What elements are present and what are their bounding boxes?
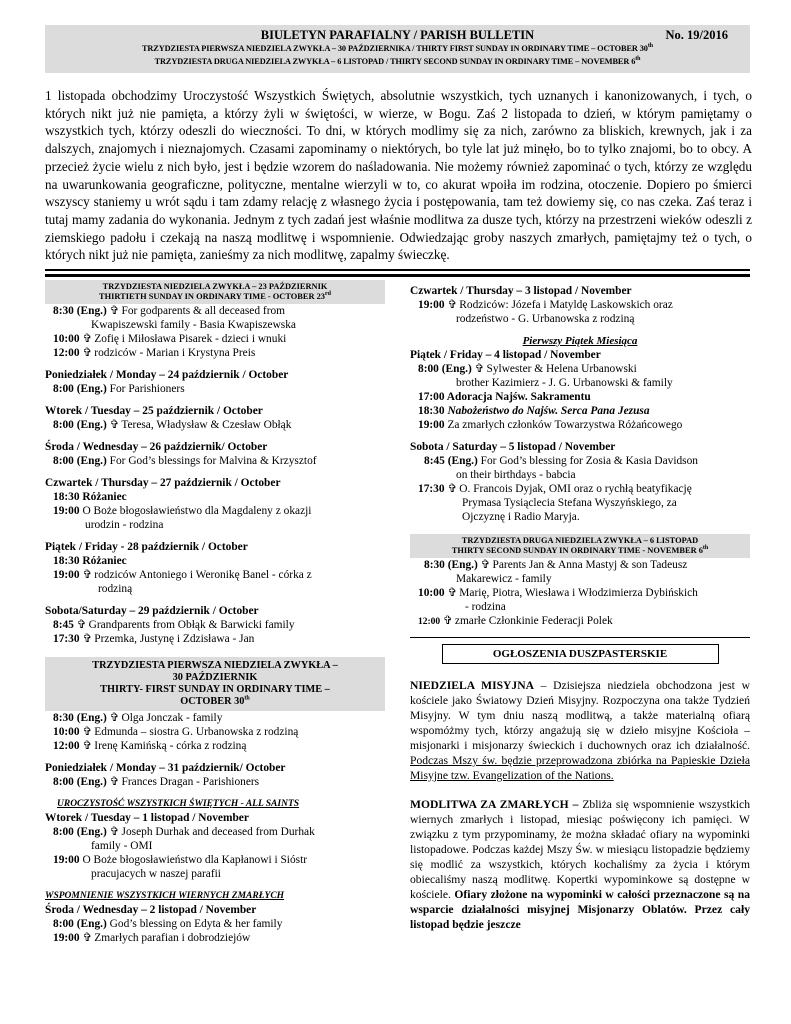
cross-icon: ✞ [82, 569, 92, 581]
mass-entry: 18:30 Różaniec [53, 491, 127, 503]
mass-entry: 18:30 Nabożeństwo do Najśw. Serca Pana Jezusa [418, 405, 650, 417]
mass-entry: 10:00 ✞ Zofię i Miłosława Pisarek - dzieci i wnuki [53, 333, 287, 345]
bulletin-header [45, 25, 750, 73]
mass-entry: 12:00 ✞ rodziców - Marian i Krystyna Preis [53, 347, 256, 359]
cross-icon: ✞ [447, 587, 457, 599]
mass-entry: 8:00 (Eng.) For Parishioners [53, 383, 185, 395]
day-heading: Piątek / Friday – 4 listopad / November [410, 349, 601, 361]
sunday-box-oct23: TRZYDZIESTA NIEDZIELA ZWYKŁA – 23 PAŹDZIERNIK THIRTIETH SUNDAY IN ORDINARY TIME - OCTOBER 23rd [45, 280, 385, 304]
mass-entry-cont: Makarewicz - family [456, 573, 552, 585]
mass-entry: 10:00 ✞ Edmunda – siostra G. Urbanowska z rodziną [53, 726, 299, 738]
day-heading: Sobota / Saturday – 5 listopad / November [410, 441, 616, 453]
mass-entry-cont: Ojczyznę i Radio Maryja. [462, 511, 580, 523]
mass-entry-cont: rodzeństwo - G. Urbanowska z rodziną [456, 313, 635, 325]
mass-entry: 10:00 ✞ Marię, Piotra, Wiesława i Włodzimierza Dybińskich [418, 587, 698, 599]
day-heading: Środa / Wednesday – 26 październik/ October [45, 441, 268, 453]
header-subtitle-1: TRZYDZIESTA PIERWSZA NIEDZIELA ZWYKŁA – 30 PAŹDZIERNIKA / THIRTY FIRST SUNDAY IN ORDINARY TIME – OCTOBER 30th [141, 43, 653, 53]
announcement-mission-sunday: NIEDZIELA MISYJNA – Dzisiejsza niedziela obchodzona jest w kościele jako Światowy Dzień Misyjny. Rozpoczyna ona także Tydzień Misyjny. W tym dniu naszą modlitwą, a także materialną ofiarą wspomóżmy tych, którzy angażują się w dzieło misyjne Kościoła – misjonarki i misjonarzy świeckich i duchownych oraz ich działalność. Podczas Mszy św. będzie przeprowadzona zbiórka na Papieskie Dzieła Misyjne tzw. Evangelization of the Nations. [410, 679, 750, 782]
mass-entry: 17:00 Adoracja Najśw. Sakramentu [418, 391, 591, 403]
mass-entry-cont: family - OMI [91, 840, 153, 852]
day-heading: Środa / Wednesday – 2 listopad / November [45, 904, 257, 916]
mass-entry-cont: - rodzina [465, 601, 506, 613]
mass-entry: 8:00 (Eng.) ✞ Frances Dragan - Parishioners [53, 776, 260, 788]
day-heading: Wtorek / Tuesday – 25 październik / October [45, 405, 263, 417]
mass-entry: 17:30 ✞ Przemka, Justynę i Zdzisława - Jan [53, 633, 255, 645]
day-heading: Czwartek / Thursday – 27 październik / October [45, 477, 281, 489]
cross-icon: ✞ [447, 299, 457, 311]
cross-icon: ✞ [443, 615, 453, 627]
header-subtitle-2: TRZYDZIESTA DRUGA NIEDZIELA ZWYKŁA – 6 LISTOPAD / THIRTY SECOND SUNDAY IN ORDINARY TIME – NOVEMBER 6th [154, 56, 641, 66]
day-heading: Poniedziałek / Monday – 31 październik/ October [45, 762, 286, 774]
mass-entry: 8:45 ✞ Grandparents from Obłąk & Barwicki family [53, 619, 295, 631]
mass-entry: 8:45 (Eng.) For God’s blessing for Zosia & Kasia Davidson [424, 455, 699, 467]
cross-icon: ✞ [480, 559, 491, 571]
bulletin-number: No. 19/2016 [665, 28, 728, 42]
intro-paragraph: 1 listopada obchodzimy Uroczystość Wszystkich Świętych, absolutnie wszystkich, tych uznanych i kanonizowanych, i tych, o których nikt już nie pamięta, a którzy żyli w świętości, w wierze, w Bogu. Zaś 2 listopada to dzień, w którym pamiętamy o wszystkich tych, którzy odeszli do wieczności. To dni, w których modlimy się za nich, zarówno za bliskich, krewnych, jak i za dalszych, znajomych i nieznajomych. Czasami zapominamy o niektórych, bo tyle lat już minęło, bo to tylko znajomi, bo to obcy. A przecież życie wielu z nich było, jest i będzie wzorem do naśladowania. Nie możemy również zapominać o tych, którzy ze względu na uwarunkowania geograficzne, polityczne, mentalne wierzyli w to, co akurat wpoiła im rodzina, otoczenie. Dopiero po śmierci wszyscy staniemy u wrót sądu i tam zdamy relację z własnego życia i postępowania, tam też dowiemy się, co nas czeka. Zaś teraz i tutaj mamy zadania do wykonania. Jednym z tych zadań jest właśnie modlitwa za dusze tych, którzy na przestrzeni wieków odeszli z ziemskiego padołu i czekają na naszą modlitwę i wspomnienie. Odwiedzając groby naszych zmarłych, pamiętajmy też o tych, o których nikt już nie pamięta, zanieśmy za nich modlitwę, zapalmy świeczkę. [45, 88, 752, 263]
feast-heading-all-souls: WSPOMNIENIE WSZYSTKICH WIERNYCH ZMARŁYCH [45, 891, 285, 901]
cross-icon: ✞ [82, 726, 92, 738]
mass-entry-cont: brother Kazimierz - J. G. Urbanowski & family [456, 377, 673, 389]
mass-entry: 18:30 Różaniec [53, 555, 127, 567]
sunday-box-oct30: TRZYDZIESTA PIERWSZA NIEDZIELA ZWYKŁA – 30 PAŹDZIERNIK THIRTY- FIRST SUNDAY IN ORDINARY TIME – OCTOBER 30th [45, 657, 385, 711]
cross-icon: ✞ [447, 483, 457, 495]
mass-entry: 8:00 (Eng.) God’s blessing on Edyta & her family [53, 918, 283, 930]
first-friday-heading: Pierwszy Piątek Miesiąca [522, 335, 638, 347]
mass-entry: 8:00 (Eng.) ✞ Joseph Durhak and deceased from Durhak [53, 826, 315, 838]
mass-entry: 19:00 O Boże błogosławieństwo dla Kapłanowi i Sióstr [53, 854, 308, 866]
cross-icon: ✞ [82, 740, 92, 752]
mass-entry: 17:30 ✞ O. Francois Dyjak, OMI oraz o rychłą beatyfikację [418, 483, 692, 495]
cross-icon: ✞ [109, 826, 120, 838]
cross-icon: ✞ [82, 333, 92, 345]
right-column [410, 284, 750, 932]
cross-icon: ✞ [82, 347, 92, 359]
mass-entry: 19:00 O Boże błogosławieństwo dla Magdaleny z okazji [53, 505, 312, 517]
cross-icon: ✞ [109, 419, 120, 431]
mass-entry: 19:00 ✞ Zmarłych parafian i dobrodziejów [53, 932, 251, 944]
divider [45, 269, 750, 271]
mass-entry: 8:30 (Eng.) ✞ Olga Jonczak - family [53, 712, 223, 724]
mass-entry: 8:30 (Eng.) ✞ Parents Jan & Anna Mastyj & son Tadeusz [424, 559, 688, 571]
bulletin-title: BIULETYN PARAFIALNY / PARISH BULLETIN [260, 28, 535, 42]
cross-icon: ✞ [82, 633, 92, 645]
day-heading: Poniedziałek / Monday – 24 październik / October [45, 369, 289, 381]
cross-icon: ✞ [109, 776, 120, 788]
day-heading: Sobota/Saturday – 29 październik / October [45, 605, 259, 617]
announcements-heading: OGŁOSZENIA DUSZPASTERSKIE [442, 644, 719, 664]
mass-entry-cont: Kwapiszewski family - Basia Kwapiszewska [91, 319, 296, 331]
mass-entry: 19:00 ✞ Rodziców: Józefa i Matyldę Laskowskich oraz [418, 299, 673, 311]
cross-icon: ✞ [82, 932, 92, 944]
mass-entry: 8:00 (Eng.) For God’s blessings for Malvina & Krzysztof [53, 455, 317, 467]
mass-entry-cont: on their birthdays - babcia [456, 469, 576, 481]
day-heading: Czwartek / Thursday – 3 listopad / November [410, 285, 632, 297]
day-heading: Piątek / Friday - 28 październik / October [45, 541, 248, 553]
day-heading: Wtorek / Tuesday – 1 listopad / November [45, 812, 249, 824]
mass-entry: 8:00 (Eng.) ✞ Sylwester & Helena Urbanowski [418, 363, 637, 375]
mass-entry: 8:30 (Eng.) ✞ For godparents & all deceased from [53, 305, 286, 317]
mass-entry-cont: Prymasa Tysiąclecia Stefana Wyszyńskiego, za [462, 497, 677, 509]
mass-entry: 19:00 ✞ rodziców Antoniego i Weronikę Banel - córka z [53, 569, 312, 581]
feast-heading-all-saints: UROCZYSTOŚĆ WSZYSTKICH ŚWIĘTYCH - ALL SAINTS [57, 799, 300, 809]
mass-entry-cont: rodziną [98, 583, 133, 595]
left-column [45, 280, 385, 945]
mass-entry: 19:00 Za zmarłych członków Towarzystwa Różańcowego [418, 419, 683, 431]
cross-icon: ✞ [109, 305, 120, 317]
cross-icon: ✞ [76, 619, 87, 631]
cross-icon: ✞ [474, 363, 485, 375]
mass-entry: 12:00 ✞ zmarłe Członkinie Federacji Polek [418, 615, 613, 627]
mass-entry: 12:00 ✞ Irenę Kamińską - córka z rodziną [53, 740, 247, 752]
divider [410, 637, 750, 638]
announcement-prayer-for-dead: MODLITWA ZA ZMARŁYCH – Zbliża się wspomnienie wszystkich wiernych zmarłych i listopad, miesiąc poświęcony ich pamięci. W związku z tym przypominamy, że można składać ofiary na wypominki listopadowe. Podczas każdej Mszy Św. w miesiącu listopadzie będziemy się modlić za wszystkich, których kochaliśmy za życia i którym obiecaliśmy naszą modlitwę. Kopertki wypominkowe są dostępne w kościele. Ofiary złożone na wypominki w całości przeznaczone są na wsparcie działalności misyjnej Misjonarzy Oblatów. Przez cały listopad będzie jeszcze [410, 798, 750, 931]
sunday-box-nov6: TRZYDZIESTA DRUGA NIEDZIELA ZWYKŁA – 6 LISTOPAD THIRTY SECOND SUNDAY IN ORDINARY TIME - NOVEMBER 6th [410, 534, 750, 558]
mass-entry-cont: pracujacych w naszej parafii [91, 868, 221, 880]
cross-icon: ✞ [109, 712, 120, 724]
mass-entry-cont: urodzin - rodzina [85, 519, 164, 531]
divider [45, 274, 750, 277]
mass-entry: 8:00 (Eng.) ✞ Teresa, Władysław & Czesław Obłąk [53, 419, 292, 431]
